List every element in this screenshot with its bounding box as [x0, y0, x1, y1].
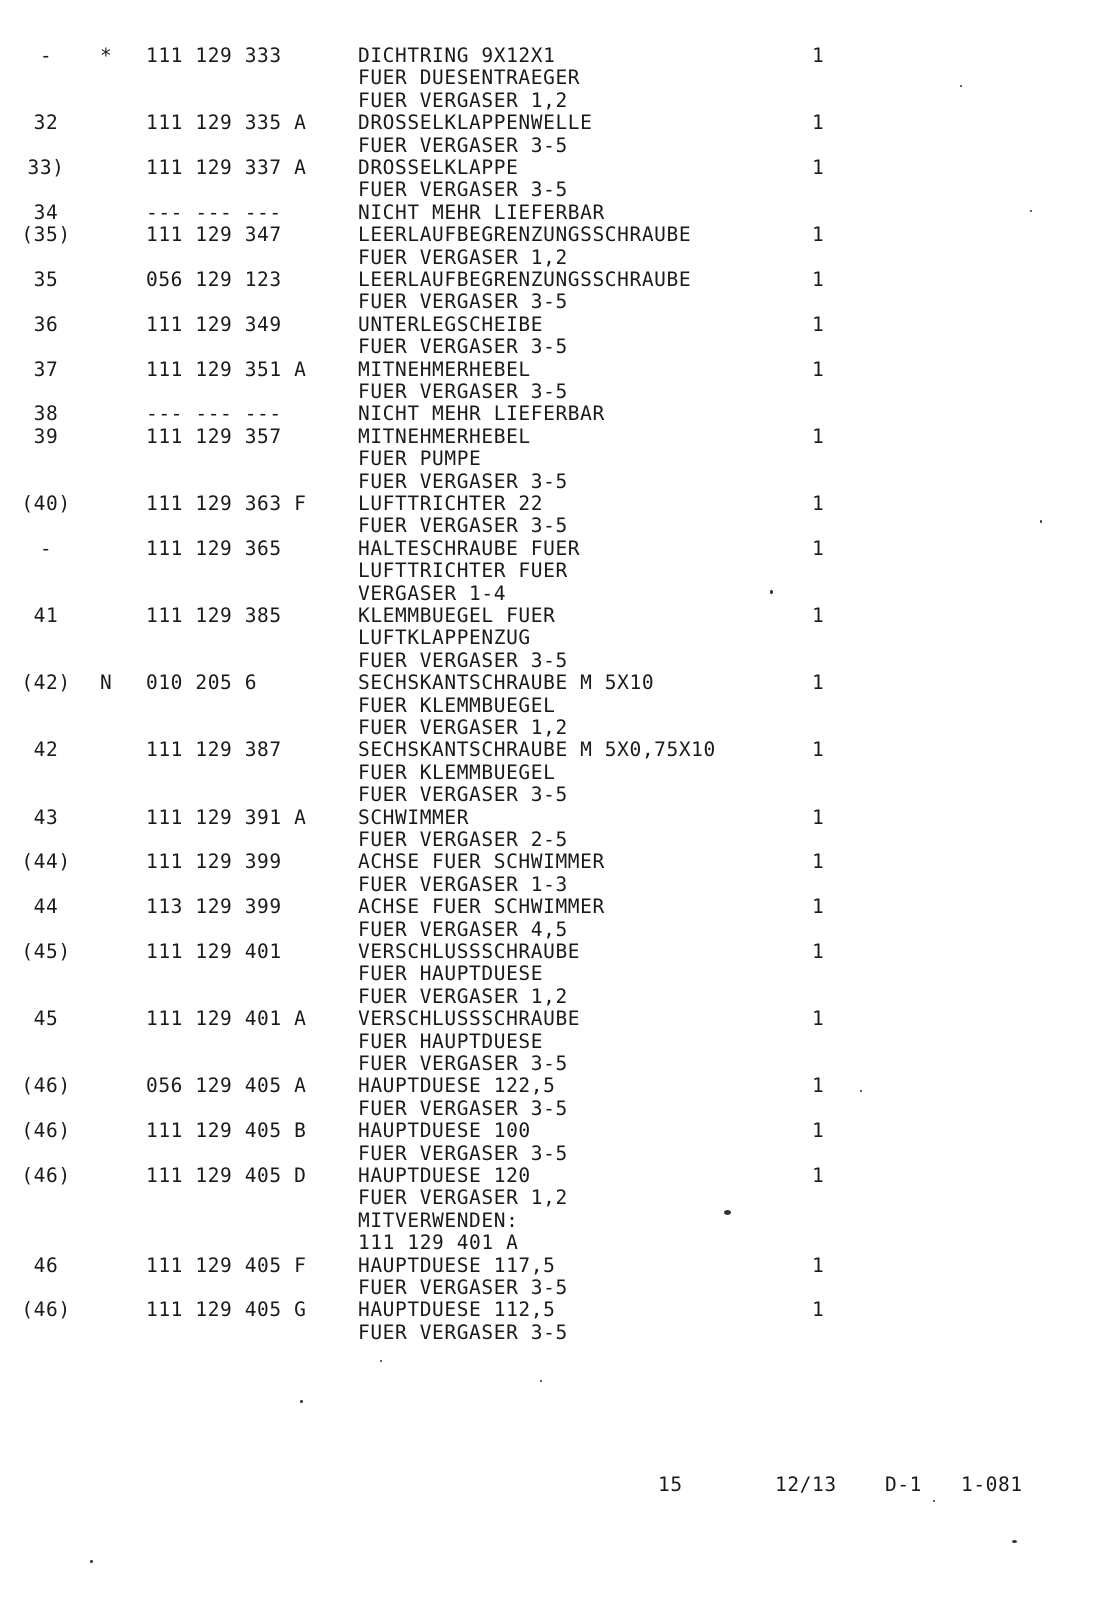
- position-number: (42): [21, 671, 71, 695]
- scan-speck: [540, 1380, 542, 1382]
- description: FUER VERGASER 1,2: [358, 984, 568, 1008]
- parts-row-continuation: [0, 1276, 1114, 1299]
- part-number: 111 129 405 G: [146, 1298, 307, 1322]
- quantity: 1: [812, 536, 825, 560]
- parts-row-continuation: [0, 918, 1114, 941]
- part-number: 010 205 6: [146, 671, 258, 695]
- description: FUER VERGASER 3-5: [358, 514, 568, 538]
- parts-row-continuation: [0, 582, 1114, 605]
- scan-speck: [300, 1400, 303, 1403]
- quantity: 1: [812, 671, 825, 695]
- quantity: 1: [812, 738, 825, 762]
- parts-row-continuation: [0, 178, 1114, 201]
- quantity: 1: [812, 44, 825, 67]
- position-number: 35: [33, 268, 59, 291]
- part-number: 111 129 357: [146, 424, 282, 448]
- parts-row: [0, 806, 1114, 829]
- parts-row-continuation: [0, 649, 1114, 672]
- parts-row-continuation: [0, 1030, 1114, 1053]
- description: MITNEHMERHEBEL: [358, 424, 531, 448]
- parts-row: [0, 1119, 1114, 1142]
- quantity: 1: [812, 1074, 825, 1098]
- parts-row: [0, 1074, 1114, 1097]
- description: HAUPTDUESE 122,5: [358, 1074, 556, 1098]
- scan-speck: [724, 1210, 731, 1215]
- description: LUFTTRICHTER 22: [358, 492, 544, 515]
- description: VERGASER 1-4: [358, 581, 507, 605]
- quantity: 1: [812, 1119, 825, 1143]
- description: FUER VERGASER 3-5: [358, 178, 568, 202]
- quantity: 1: [812, 312, 825, 336]
- position-number: (40): [21, 492, 71, 515]
- part-number: 111 129 387: [146, 738, 282, 762]
- parts-row-continuation: [0, 1209, 1114, 1232]
- parts-row: [0, 201, 1114, 224]
- quantity: 1: [812, 940, 825, 963]
- description: VERSCHLUSSSCHRAUBE: [358, 940, 581, 963]
- parts-row-continuation: [0, 1052, 1114, 1075]
- part-number: 111 129 401 A: [146, 1007, 307, 1031]
- scan-speck: [770, 590, 773, 594]
- description: FUER VERGASER 1,2: [358, 1186, 568, 1210]
- description: 111 129 401 A: [358, 1231, 519, 1255]
- parts-row-continuation: [0, 761, 1114, 784]
- parts-row: [0, 111, 1114, 134]
- description: SCHWIMMER: [358, 805, 470, 829]
- description: HAUPTDUESE 100: [358, 1119, 531, 1143]
- parts-row-continuation: [0, 380, 1114, 403]
- position-number: 45: [33, 1007, 59, 1031]
- quantity: 1: [812, 357, 825, 381]
- position-number: 42: [33, 738, 59, 762]
- parts-row: [0, 268, 1114, 291]
- quantity: 1: [812, 850, 825, 874]
- position-number: (44): [21, 850, 71, 874]
- parts-row: [0, 604, 1114, 627]
- marker: *: [100, 44, 113, 67]
- parts-row-continuation: [0, 716, 1114, 739]
- description: FUER VERGASER 3-5: [358, 335, 568, 359]
- parts-row: [0, 492, 1114, 515]
- part-number: 111 129 347: [146, 223, 282, 247]
- parts-row: [0, 1254, 1114, 1277]
- position-number: -: [39, 536, 53, 560]
- description: MITVERWENDEN:: [358, 1208, 519, 1232]
- part-number: 111 129 391 A: [146, 805, 307, 829]
- description: SECHSKANTSCHRAUBE M 5X10: [358, 671, 655, 695]
- quantity: 1: [812, 1164, 825, 1187]
- quantity: 1: [812, 805, 825, 829]
- description: FUER PUMPE: [358, 447, 482, 471]
- quantity: 1: [812, 604, 825, 627]
- description: DROSSELKLAPPE: [358, 156, 519, 179]
- position-number: (46): [21, 1074, 71, 1098]
- description: FUER VERGASER 2-5: [358, 828, 568, 851]
- page-footer: [0, 1472, 1114, 1498]
- scan-speck: [1040, 520, 1042, 523]
- scan-speck: [380, 1360, 382, 1362]
- part-number: 111 129 385: [146, 604, 282, 627]
- description: DROSSELKLAPPENWELLE: [358, 111, 593, 135]
- position-number: -: [39, 44, 53, 67]
- parts-row-continuation: [0, 828, 1114, 851]
- description: FUER VERGASER 1-3: [358, 872, 568, 896]
- description: FUER VERGASER 3-5: [358, 290, 568, 314]
- part-number: --- --- ---: [146, 402, 282, 426]
- description: DICHTRING 9X12X1: [358, 44, 556, 67]
- position-number: 38: [33, 402, 59, 426]
- parts-row-continuation: [0, 1186, 1114, 1209]
- part-number: 113 129 399: [146, 895, 282, 919]
- parts-row: [0, 850, 1114, 873]
- part-number: 111 129 405 B: [146, 1119, 307, 1143]
- description: FUER VERGASER 3-5: [358, 648, 568, 672]
- parts-row-continuation: [0, 470, 1114, 493]
- parts-row-continuation: [0, 290, 1114, 313]
- description: FUER VERGASER 1,2: [358, 245, 568, 269]
- parts-row: [0, 1007, 1114, 1030]
- parts-row: [0, 223, 1114, 246]
- description: FUER VERGASER 3-5: [358, 469, 568, 493]
- description: FUER VERGASER 3-5: [358, 1320, 568, 1344]
- description: FUER VERGASER 4,5: [358, 917, 568, 941]
- description: SECHSKANTSCHRAUBE M 5X0,75X10: [358, 738, 716, 762]
- parts-row-continuation: [0, 873, 1114, 896]
- position-number: 46: [33, 1253, 59, 1277]
- description: LEERLAUFBEGRENZUNGSSCHRAUBE: [358, 268, 692, 291]
- scan-speck: [960, 85, 962, 87]
- parts-row: [0, 738, 1114, 761]
- scan-speck: [90, 1560, 93, 1563]
- position-number: (35): [21, 223, 71, 247]
- description: FUER VERGASER 3-5: [358, 1276, 568, 1299]
- parts-row: [0, 156, 1114, 179]
- description: FUER HAUPTDUESE: [358, 1029, 544, 1053]
- position-number: 41: [33, 604, 59, 627]
- description: FUER VERGASER 3-5: [358, 133, 568, 157]
- position-number: (46): [21, 1164, 71, 1187]
- description: FUER VERGASER 3-5: [358, 1052, 568, 1075]
- scan-speck: [1012, 1540, 1017, 1543]
- description: ACHSE FUER SCHWIMMER: [358, 850, 605, 874]
- parts-row-continuation: [0, 962, 1114, 985]
- parts-row-continuation: [0, 1231, 1114, 1254]
- quantity: 1: [812, 1253, 825, 1277]
- description: FUER VERGASER 3-5: [358, 1096, 568, 1120]
- quantity: 1: [812, 424, 825, 448]
- part-number: 056 129 405 A: [146, 1074, 307, 1098]
- description: LUFTKLAPPENZUG: [358, 626, 531, 650]
- quantity: 1: [812, 1007, 825, 1031]
- description: MITNEHMERHEBEL: [358, 357, 531, 381]
- description: ACHSE FUER SCHWIMMER: [358, 895, 605, 919]
- description: HALTESCHRAUBE FUER: [358, 536, 581, 560]
- parts-row-continuation: [0, 985, 1114, 1008]
- parts-row-continuation: [0, 447, 1114, 470]
- part-number: 111 129 405 F: [146, 1253, 307, 1277]
- part-number: 111 129 401: [146, 940, 282, 963]
- parts-row-continuation: [0, 1321, 1114, 1344]
- parts-row-continuation: [0, 694, 1114, 717]
- quantity: 1: [812, 268, 825, 291]
- parts-row: [0, 895, 1114, 918]
- parts-row: [0, 1298, 1114, 1321]
- page-number: 15: [658, 1473, 683, 1496]
- description: NICHT MEHR LIEFERBAR: [358, 200, 605, 224]
- part-number: 111 129 351 A: [146, 357, 307, 381]
- part-number: 111 129 405 D: [146, 1164, 307, 1187]
- part-number: 111 129 399: [146, 850, 282, 874]
- parts-row: [0, 940, 1114, 963]
- part-number: --- --- ---: [146, 200, 282, 224]
- description: NICHT MEHR LIEFERBAR: [358, 402, 605, 426]
- position-number: (46): [21, 1119, 71, 1143]
- position-number: 43: [33, 805, 59, 829]
- parts-row: [0, 425, 1114, 448]
- quantity: 1: [812, 492, 825, 515]
- description: LEERLAUFBEGRENZUNGSSCHRAUBE: [358, 223, 692, 247]
- part-number: 111 129 363 F: [146, 492, 307, 515]
- parts-row-continuation: [0, 335, 1114, 358]
- part-number: 111 129 349: [146, 312, 282, 336]
- quantity: 1: [812, 895, 825, 919]
- parts-row-continuation: [0, 1142, 1114, 1165]
- part-number: 111 129 365: [146, 536, 282, 560]
- description: UNTERLEGSCHEIBE: [358, 312, 544, 336]
- parts-row-continuation: [0, 66, 1114, 89]
- marker: N: [100, 671, 113, 695]
- quantity: 1: [812, 1298, 825, 1322]
- description: FUER HAUPTDUESE: [358, 962, 544, 986]
- parts-row: [0, 1164, 1114, 1187]
- position-number: 37: [33, 357, 59, 381]
- parts-row-continuation: [0, 1097, 1114, 1120]
- position-number: 44: [33, 895, 59, 919]
- parts-row: [0, 671, 1114, 694]
- description: LUFTTRICHTER FUER: [358, 559, 568, 583]
- catalog-code: 1-081: [961, 1473, 1023, 1496]
- parts-row: [0, 358, 1114, 381]
- description: FUER KLEMMBUEGEL: [358, 760, 556, 784]
- description: FUER VERGASER 3-5: [358, 1141, 568, 1165]
- description: FUER VERGASER 1,2: [358, 88, 568, 112]
- parts-row-continuation: [0, 514, 1114, 537]
- quantity: 1: [812, 111, 825, 135]
- parts-row-continuation: [0, 559, 1114, 582]
- parts-row-continuation: [0, 134, 1114, 157]
- parts-row: [0, 313, 1114, 336]
- date-code: 12/13: [775, 1473, 837, 1496]
- position-number: (46): [21, 1298, 71, 1322]
- position-number: (45): [21, 940, 71, 963]
- scan-speck: [933, 1500, 935, 1502]
- description: VERSCHLUSSSCHRAUBE: [358, 1007, 581, 1031]
- description: HAUPTDUESE 120: [358, 1164, 531, 1187]
- parts-row-continuation: [0, 783, 1114, 806]
- description: FUER VERGASER 3-5: [358, 380, 568, 403]
- position-number: 32: [33, 111, 59, 135]
- scan-speck: [860, 1090, 862, 1092]
- description: KLEMMBUEGEL FUER: [358, 604, 556, 627]
- scan-speck: [1030, 210, 1032, 212]
- description: FUER DUESENTRAEGER: [358, 66, 581, 90]
- parts-row-continuation: [0, 89, 1114, 112]
- parts-row: [0, 44, 1114, 67]
- part-number: 111 129 337 A: [146, 156, 307, 179]
- quantity: 1: [812, 223, 825, 247]
- position-number: 34: [33, 200, 59, 224]
- parts-row: [0, 537, 1114, 560]
- quantity: 1: [812, 156, 825, 179]
- parts-row-continuation: [0, 626, 1114, 649]
- description: FUER VERGASER 3-5: [358, 783, 568, 807]
- part-number: 056 129 123: [146, 268, 282, 291]
- description: HAUPTDUESE 112,5: [358, 1298, 556, 1322]
- position-number: 33): [27, 156, 65, 179]
- description: FUER KLEMMBUEGEL: [358, 693, 556, 717]
- description: FUER VERGASER 1,2: [358, 716, 568, 739]
- section-code: D-1: [885, 1473, 923, 1496]
- part-number: 111 129 333: [146, 44, 282, 67]
- position-number: 39: [33, 424, 59, 448]
- position-number: 36: [33, 312, 59, 336]
- description: HAUPTDUESE 117,5: [358, 1253, 556, 1277]
- parts-row: [0, 402, 1114, 425]
- part-number: 111 129 335 A: [146, 111, 307, 135]
- parts-row-continuation: [0, 246, 1114, 269]
